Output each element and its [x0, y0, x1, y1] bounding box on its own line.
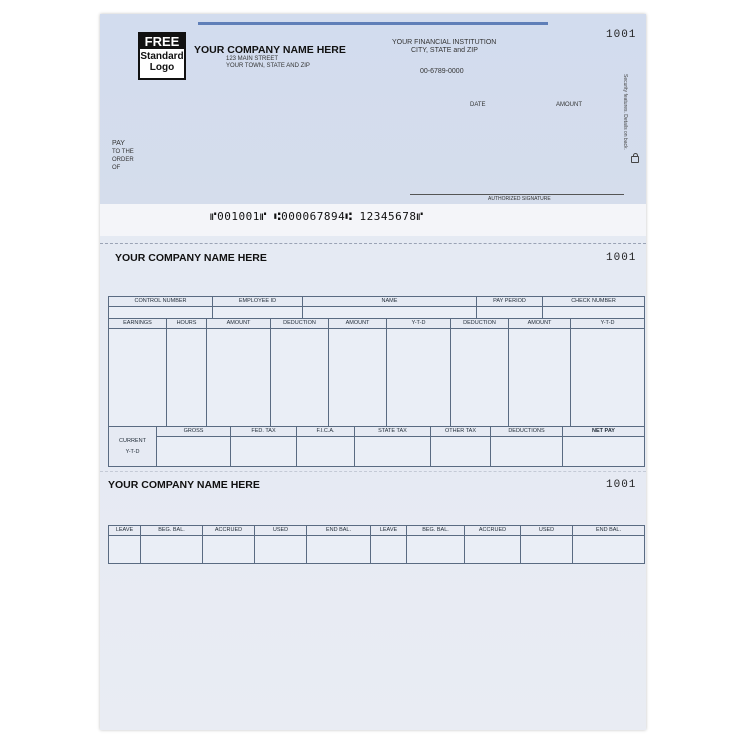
leave-table: [108, 525, 645, 564]
earnings-cell: [207, 329, 271, 427]
date-label: DATE: [470, 102, 486, 108]
company-street: 123 MAIN STREET: [226, 56, 279, 62]
leave-header: ACCRUED: [203, 526, 255, 536]
earnings-cell: [329, 329, 387, 427]
signature-label: AUTHORIZED SIGNATURE: [488, 196, 551, 202]
logo-line-3: Logo: [149, 62, 175, 73]
info-header: CONTROL NUMBER: [109, 297, 213, 307]
stub1-company-name: YOUR COMPANY NAME HERE: [115, 252, 267, 264]
leave-cell: [371, 536, 407, 564]
info-header: EMPLOYEE ID: [213, 297, 303, 307]
earnings-cell: [387, 329, 451, 427]
totals-cell: [431, 437, 491, 467]
totals-table: [108, 426, 645, 467]
perforation-1: [100, 243, 646, 244]
totals-header: DEDUCTIONS: [491, 427, 563, 437]
micr-line: ⑈001001⑈ ⑆000067894⑆ 12345678⑈: [210, 210, 424, 223]
check-section: [100, 14, 646, 204]
info-cell: [543, 307, 645, 319]
check-company-name: YOUR COMPANY NAME HERE: [194, 44, 346, 56]
leave-cell: [109, 536, 141, 564]
logo-line-2: Standard: [140, 51, 184, 62]
leave-header: LEAVE: [371, 526, 407, 536]
totals-header: GROSS: [157, 427, 231, 437]
totals-cell: [157, 437, 231, 467]
earnings-cell: [571, 329, 645, 427]
leave-header: USED: [521, 526, 573, 536]
info-header: PAY PERIOD: [477, 297, 543, 307]
leave-header: BEG. BAL.: [141, 526, 203, 536]
leave-header: BEG. BAL.: [407, 526, 465, 536]
earnings-cell: [451, 329, 509, 427]
info-cell: [109, 307, 213, 319]
leave-cell: [407, 536, 465, 564]
lock-icon: [631, 156, 639, 163]
company-logo: [138, 32, 186, 80]
check-document: [100, 14, 646, 730]
totals-header: F.I.C.A.: [297, 427, 355, 437]
earnings-deductions-table: [108, 318, 645, 427]
totals-cell: [231, 437, 297, 467]
stub2-company-name: YOUR COMPANY NAME HERE: [108, 479, 260, 491]
totals-cell: [563, 437, 645, 467]
leave-cell: [465, 536, 521, 564]
info-cell: [303, 307, 477, 319]
ytd-label: Y-T-D: [125, 448, 140, 455]
leave-cell: [521, 536, 573, 564]
totals-cell: [355, 437, 431, 467]
employee-info-table: [108, 296, 645, 319]
stub2-check-number: 1001: [606, 479, 637, 491]
of-label: OF: [112, 165, 121, 171]
earnings-header: Y-T-D: [571, 319, 645, 329]
leave-cell: [307, 536, 371, 564]
leave-header: LEAVE: [109, 526, 141, 536]
net-pay-header: NET PAY: [563, 427, 645, 437]
bank-city: CITY, STATE and ZIP: [411, 47, 478, 54]
check-number: 1001: [606, 29, 637, 41]
leave-header: USED: [255, 526, 307, 536]
check-top-bar: [198, 22, 548, 25]
earnings-header: EARNINGS: [109, 319, 167, 329]
totals-header: FED. TAX: [231, 427, 297, 437]
info-cell: [477, 307, 543, 319]
leave-cell: [573, 536, 645, 564]
leave-header: ACCRUED: [465, 526, 521, 536]
current-label: CURRENT: [119, 437, 146, 444]
current-ytd-labels: [109, 427, 157, 467]
totals-cell: [491, 437, 563, 467]
micr-band: [100, 204, 646, 236]
earnings-header: AMOUNT: [329, 319, 387, 329]
perforation-2: [100, 471, 646, 472]
leave-header: END BAL.: [573, 526, 645, 536]
leave-header: END BAL.: [307, 526, 371, 536]
earnings-header: DEDUCTION: [451, 319, 509, 329]
earnings-header: HOURS: [167, 319, 207, 329]
totals-header: STATE TAX: [355, 427, 431, 437]
leave-cell: [141, 536, 203, 564]
earnings-header: DEDUCTION: [271, 319, 329, 329]
earnings-cell: [109, 329, 167, 427]
to-the-label: TO THE: [112, 149, 134, 155]
earnings-header: Y-T-D: [387, 319, 451, 329]
logo-line-1: FREE: [140, 34, 184, 49]
totals-header: OTHER TAX: [431, 427, 491, 437]
earnings-cell: [167, 329, 207, 427]
info-cell: [213, 307, 303, 319]
company-city: YOUR TOWN, STATE AND ZIP: [226, 63, 310, 69]
pay-label: PAY: [112, 140, 125, 147]
info-header: NAME: [303, 297, 477, 307]
order-label: ORDER: [112, 157, 134, 163]
leave-cell: [203, 536, 255, 564]
earnings-cell: [271, 329, 329, 427]
stub1-check-number: 1001: [606, 252, 637, 264]
amount-label: AMOUNT: [556, 102, 582, 108]
leave-cell: [255, 536, 307, 564]
earnings-header: AMOUNT: [207, 319, 271, 329]
security-text: Security features. Details on back.: [622, 74, 628, 150]
routing-fraction: 00-6789-0000: [420, 68, 464, 75]
info-header: CHECK NUMBER: [543, 297, 645, 307]
bank-name: YOUR FINANCIAL INSTITUTION: [392, 39, 497, 46]
totals-cell: [297, 437, 355, 467]
earnings-header: AMOUNT: [509, 319, 571, 329]
earnings-cell: [509, 329, 571, 427]
signature-line: [410, 194, 624, 195]
